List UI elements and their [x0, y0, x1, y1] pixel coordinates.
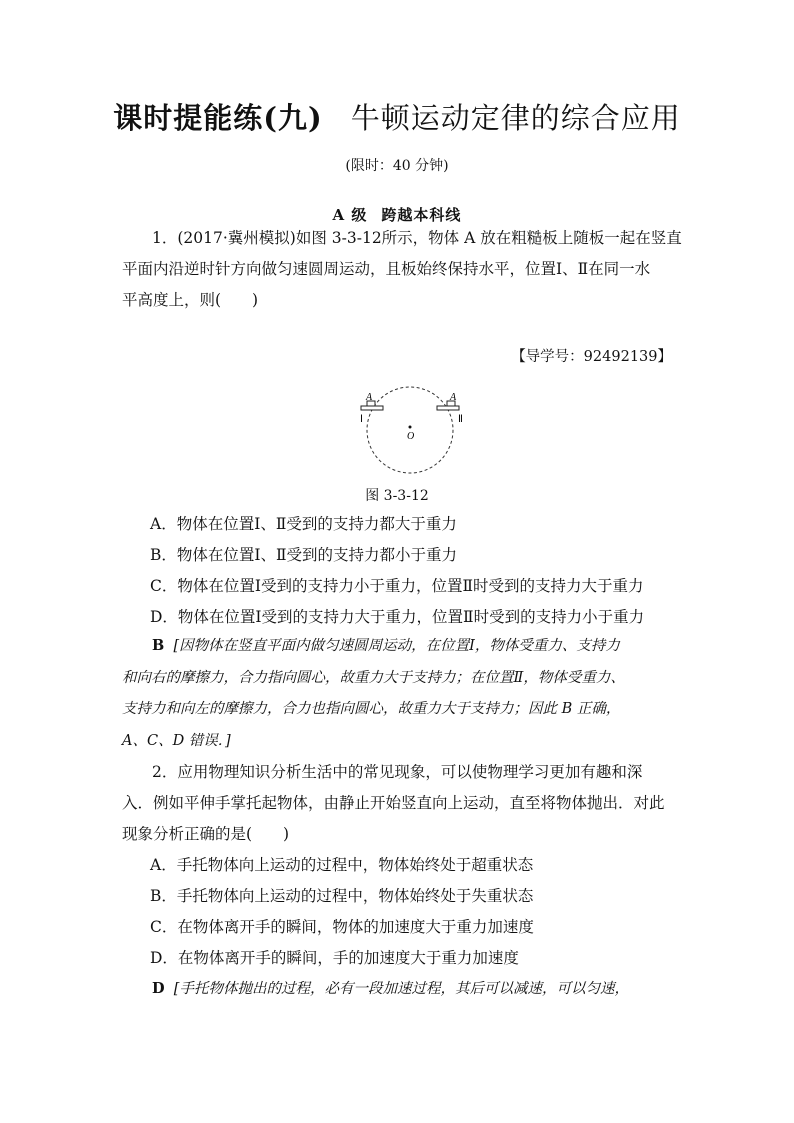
figure-caption: 图 3-3-12 [365, 488, 429, 504]
level-heading [0, 204, 794, 225]
q1-text-line1: 1．(2017·冀州模拟)如图 3-3-12所示，物体 A 放在粗糙板上随板一起在竖直 [152, 229, 682, 247]
q2-text-line1: 2．应用物理知识分析生活中的常见现象，可以使物理学习更加有趣和深 [152, 763, 643, 781]
q2-option-d: D．在物体离开手的瞬间，手的加速度大于重力加速度 [150, 949, 519, 967]
q2-answer [122, 973, 674, 1006]
circle-motion-figure [352, 386, 472, 478]
q1-text-line2: 平面内沿逆时针方向做匀速圆周运动，且板始终保持水平，位置Ⅰ、Ⅱ在同一水 [122, 260, 651, 278]
center-dot [409, 426, 412, 429]
q1-answer-line2: 和向右的摩擦力，合力指向圆心，故重力大于支持力；在位置Ⅱ，物体受重力、 [122, 669, 625, 686]
title-sub: 牛顿运动定律的综合应用 [350, 101, 681, 135]
q1-answer-letter: B [152, 637, 165, 654]
board-right [437, 406, 459, 410]
q1-text-line3: 平高度上，则( ) [122, 291, 259, 309]
dashed-circle [367, 387, 453, 473]
q2-option-b: B．手托物体向上运动的过程中，物体始终处于失重状态 [150, 887, 534, 905]
board-left [361, 406, 383, 410]
q1-option-b: B．物体在位置Ⅰ、Ⅱ受到的支持力都小于重力 [150, 546, 458, 564]
q1-option-a: A．物体在位置Ⅰ、Ⅱ受到的支持力都大于重力 [150, 515, 457, 533]
level-text: 跨越本科线 [381, 206, 462, 224]
label-pos2: Ⅱ [458, 414, 463, 425]
label-a-right: A [450, 392, 457, 403]
title-main: 课时提能练(九) [113, 101, 323, 135]
level-label: A 级 [332, 206, 368, 224]
q1-answer-line1: B [因物体在竖直平面内做匀速圆周运动，在位置Ⅰ，物体受重力、支持力 [152, 637, 620, 654]
q2-answer-line1: D [手托物体抛出的过程，必有一段加速过程，其后可以减速，可以匀速， [152, 980, 629, 997]
q1-answer-line3: 支持力和向左的摩擦力，合力也指向圆心，故重力大于支持力；因此 B 正确， [122, 701, 621, 717]
q2-text-line2: 入．例如平伸手掌托起物体，由静止开始竖直向上运动，直至将物体抛出．对此 [122, 794, 665, 812]
q2-option-a: A．手托物体向上运动的过程中，物体始终处于超重状态 [150, 856, 534, 874]
label-pos1: Ⅰ [360, 414, 363, 425]
q1-option-c: C．物体在位置Ⅰ受到的支持力小于重力，位置Ⅱ时受到的支持力大于重力 [150, 577, 644, 595]
q2-option-c: C．在物体离开手的瞬间，物体的加速度大于重力加速度 [150, 918, 534, 936]
q1-answer [122, 630, 674, 757]
q1-answer-line4: A、C、D 错误．] [122, 732, 231, 749]
time-limit: (限时：40 分钟) [345, 158, 449, 174]
q2-text-line3: 现象分析正确的是( ) [122, 825, 290, 843]
label-center: O [407, 431, 415, 442]
guide-number: 【导学号：92492139】 [511, 349, 672, 365]
label-a-left: A [366, 392, 373, 403]
q2-answer-letter: D [152, 980, 165, 997]
q1-option-d: D．物体在位置Ⅰ受到的支持力大于重力，位置Ⅱ时受到的支持力小于重力 [150, 608, 645, 626]
page-title [0, 96, 794, 137]
